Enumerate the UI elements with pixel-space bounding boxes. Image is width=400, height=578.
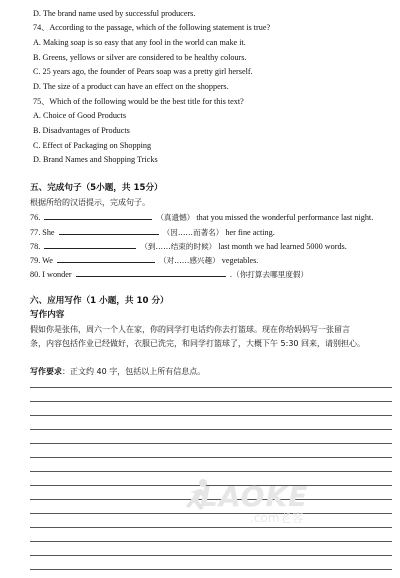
requirement-label: 写作要求	[30, 367, 62, 376]
writing-line[interactable]	[30, 541, 392, 542]
writing-requirement	[30, 366, 205, 377]
item-hint: （到……结束的时候）	[140, 242, 217, 251]
item-hint: （因……而著名）	[162, 228, 224, 237]
writing-line[interactable]	[30, 387, 392, 388]
q75-option-d: D. Brand Names and Shopping Tricks	[33, 155, 158, 164]
writing-line[interactable]	[30, 429, 392, 430]
q75-option-b: B. Disadvantages of Products	[33, 126, 130, 135]
item-number: 76.	[30, 213, 41, 222]
requirement-text: ：正文约 40 字，包括以上所有信息点。	[62, 367, 206, 376]
item-text: .（你打算去哪里度假）	[229, 270, 309, 279]
q75-option-a: A. Choice of Good Products	[33, 111, 127, 120]
writing-line[interactable]	[30, 415, 392, 416]
q75-question: 75、Which of the following would be the best title for this text?	[33, 97, 244, 106]
q74-option-b: B. Greens, yellows or silver are considered to be healthy colours.	[33, 53, 247, 62]
item-prefix: I wonder	[42, 270, 72, 279]
q74-option-c: C. 25 years ago, the founder of Pears soap was a pretty girl herself.	[33, 67, 253, 76]
answer-blank-78[interactable]	[44, 240, 136, 249]
writing-line[interactable]	[30, 569, 392, 570]
item-prefix: We	[42, 256, 53, 265]
writing-line[interactable]	[30, 513, 392, 514]
q75-option-c: C. Effect of Packaging on Shopping	[33, 141, 152, 150]
sentence-78	[30, 240, 394, 252]
item-text: vegetables.	[221, 256, 259, 265]
answer-blank-76[interactable]	[44, 211, 152, 220]
answer-blank-77[interactable]	[59, 226, 159, 235]
item-text: last month we had learned 5000 words.	[218, 242, 347, 251]
item-number: 78.	[30, 242, 41, 251]
item-number: 80.	[30, 270, 41, 279]
writing-content-line-2: 条，内容包括作业已经做好，衣服已洗完，和同学打篮球了，大概下午 5:30 回来，请别担心。	[30, 339, 366, 348]
item-prefix: She	[42, 228, 55, 237]
writing-content-line-1: 假如你是张伟，周六一个人在家，你的同学打电话约你去打篮球。现在你给妈妈写一张留言	[30, 325, 350, 334]
item-text: that you missed the wonderful performance last night.	[196, 213, 374, 222]
item-number: 77.	[30, 228, 41, 237]
q73-option-d: D. The brand name used by successful producers.	[33, 9, 196, 18]
answer-blank-80[interactable]	[76, 268, 226, 277]
item-hint: （对……感兴趣）	[158, 256, 220, 265]
writing-line[interactable]	[30, 443, 392, 444]
writing-line[interactable]	[30, 527, 392, 528]
watermark-sub: .com老客	[250, 511, 304, 525]
answer-blank-79[interactable]	[57, 254, 155, 263]
sentence-77	[30, 226, 394, 238]
writing-line[interactable]	[30, 471, 392, 472]
watermark-brand: LAOKE	[200, 480, 309, 513]
sentence-80	[30, 268, 394, 280]
q74-question: 74、According to the passage, which of the following statement is true?	[33, 23, 271, 32]
writing-line[interactable]	[30, 555, 392, 556]
q74-option-a: A. Making soap is so easy that any fool in the world can make it.	[33, 38, 246, 47]
section6-subtitle: 写作内容	[30, 310, 65, 320]
section5-title: 五、完成句子（5小题，共 15分）	[30, 183, 163, 193]
section6-title: 六、应用写作（1 小题，共 10 分）	[30, 296, 169, 306]
q74-option-d: D. The size of a product can have an effect on the shoppers.	[33, 82, 229, 91]
section5-instruction: 根据所给的汉语提示，完成句子。	[30, 198, 150, 207]
writing-line[interactable]	[30, 457, 392, 458]
item-hint: （真遗憾）	[156, 213, 195, 222]
item-number: 79.	[30, 256, 41, 265]
sentence-76	[30, 211, 394, 223]
writing-line[interactable]	[30, 401, 392, 402]
item-text: her fine acting.	[225, 228, 275, 237]
sentence-79	[30, 254, 394, 266]
